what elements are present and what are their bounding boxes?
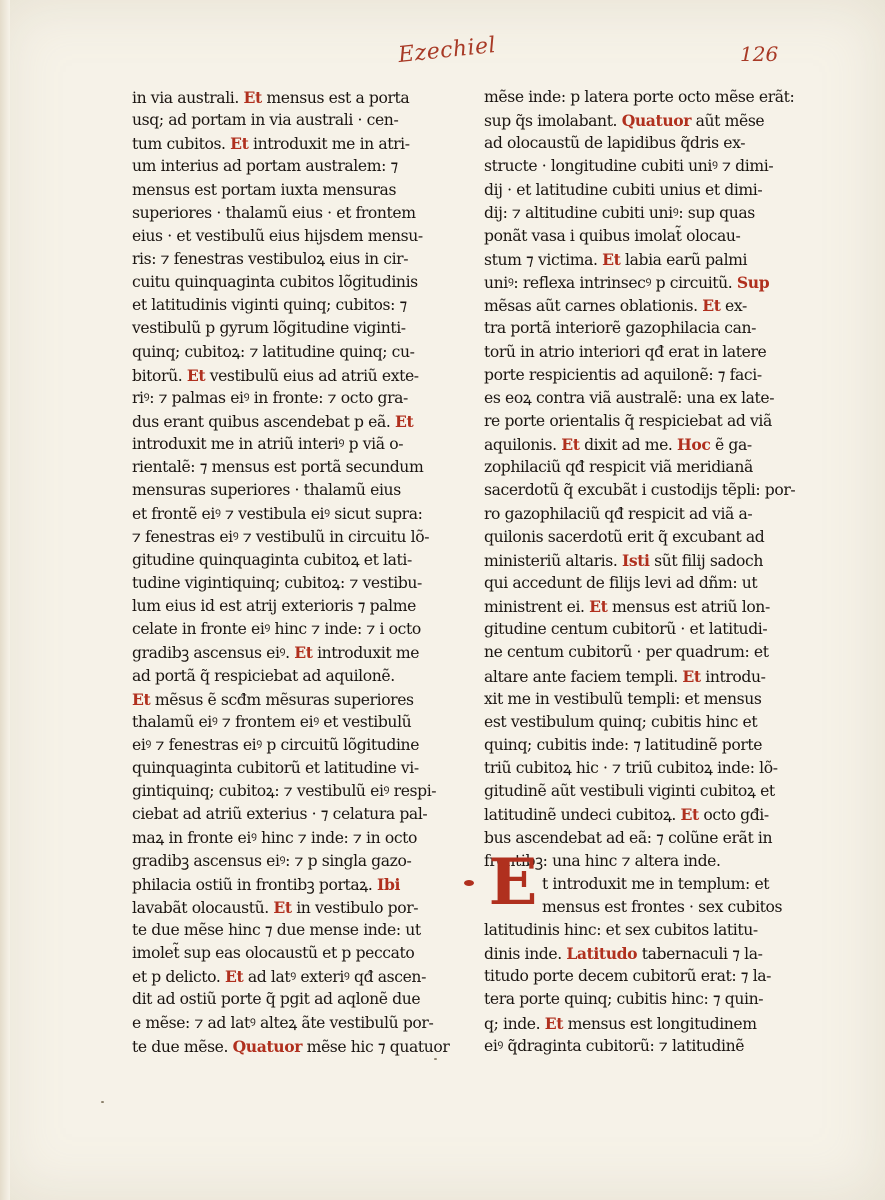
text-line: quinquaginta cubitorũ et latitudine vi- xyxy=(132,759,419,778)
text-line: dinis inde. Latitudo tabernaculi ⁊ la- xyxy=(484,944,763,964)
text-line: altare ante faciem templi. Et introdu- xyxy=(484,666,766,686)
text-line: mensuras superiores · thalamũ eius xyxy=(132,481,401,500)
text-line: et frontẽ eiꝰ ⁊ vestibula eiꝰ sicut supra: xyxy=(132,504,423,523)
text-line: e mẽse: ⁊ ad latꝰ alteꝝ ãte vestibulũ por- xyxy=(132,1013,434,1032)
text-line: ad portã q̃ respiciebat ad aquilonẽ. xyxy=(132,666,395,685)
text-line: gitudinẽ aũt vestibuli viginti cubitoꝝ et xyxy=(484,782,775,801)
text-line: mẽsas aũt carnes oblationis. Et ex- xyxy=(484,296,747,316)
text-line: ris: ⁊ fenestras vestibuloꝝ eius in cir- xyxy=(132,249,409,268)
folio-number: 126 xyxy=(740,42,779,66)
page-edge xyxy=(0,0,10,1200)
text-line: et latitudinis viginti quinq; cubitos: ⁊ xyxy=(132,296,407,315)
left-text-column xyxy=(132,86,450,1058)
text-line: frontibꝫ: una hinc ⁊ altera inde. xyxy=(484,851,721,870)
text-line: dij: ⁊ altitudine cubiti uniꝰ: sup quas xyxy=(484,203,755,222)
text-line: maꝝ in fronte eiꝰ hinc ⁊ inde: ⁊ in octo xyxy=(132,828,418,847)
text-line: bitorũ. Et vestibulũ eius ad atriũ exte- xyxy=(132,365,419,385)
text-line: stum ⁊ victima. Et labia earũ palmi xyxy=(484,249,748,269)
text-line: dit ad ostiũ porte q̃ pgit ad aqlonẽ due xyxy=(132,990,421,1009)
running-head: Ezechiel xyxy=(396,32,498,69)
text-line: ciebat ad atriũ exterius · ⁊ celatura pal- xyxy=(132,805,428,824)
text-line: ne centum cubitorũ · per quadrum: et xyxy=(484,643,769,662)
text-line: torũ in atrio interiori qđ erat in latere xyxy=(484,342,767,361)
text-line: t introduxit me in templum: et xyxy=(542,874,770,893)
text-line: riꝰ: ⁊ palmas eiꝰ in fronte: ⁊ octo gra- xyxy=(132,388,408,407)
text-line: um interius ad portam australem: ⁊ xyxy=(132,157,398,176)
text-line: tera porte quinq; cubitis hinc: ⁊ quin- xyxy=(484,990,764,1009)
text-line: latitudinis hinc: et sex cubitos latitu- xyxy=(484,921,758,940)
text-line: quinq; cubitoꝝ: ⁊ latitudine quinq; cu- xyxy=(132,342,415,361)
text-line: quinq; cubitis inde: ⁊ latitudinẽ porte xyxy=(484,735,763,754)
text-line: est vestibulum quinq; cubitis hinc et xyxy=(484,712,758,731)
text-line: tra portã interiorẽ gazophilacia can- xyxy=(484,319,757,338)
text-line: imolet̃ sup eas olocaustũ et p peccato xyxy=(132,944,415,963)
ink-speck xyxy=(101,1101,104,1103)
text-line: cuitu quinquaginta cubitos lõgitudinis xyxy=(132,273,418,292)
text-line: eiꝰ ⁊ fenestras eiꝰ p circuitũ lõgitudine xyxy=(132,735,420,754)
text-line: aquilonis. Et dixit ad me. Hoc ẽ ga- xyxy=(484,435,752,455)
text-line: sacerdotũ q̃ excubãt i custodijs tẽpli: por- xyxy=(484,481,796,500)
text-line: lum eius id est atrij exterioris ⁊ palme xyxy=(132,597,416,616)
text-line: ro gazophilaciũ qđ respicit ad viã a- xyxy=(484,504,753,523)
text-line: et p delicto. Et ad latꝰ exteriꝰ qđ ascen- xyxy=(132,967,426,987)
text-line: usq; ad portam in via australi · cen- xyxy=(132,111,399,130)
text-line: eius · et vestibulũ eius hijsdem mensu- xyxy=(132,226,423,245)
text-line: ministrent ei. Et mensus est atriũ lon- xyxy=(484,597,770,617)
text-line: gitudine quinquaginta cubitoꝝ et lati- xyxy=(132,550,412,569)
text-line: quilonis sacerdotũ erit q̃ excubant ad xyxy=(484,527,765,546)
text-line: es eoꝝ contra viã australẽ: una ex late- xyxy=(484,388,775,407)
text-line: gradibꝫ ascensus eiꝰ: ⁊ p singla gazo- xyxy=(132,851,412,870)
text-line: tudine vigintiquinq; cubitoꝝ: ⁊ vestibu- xyxy=(132,573,422,592)
text-line: dij · et latitudine cubiti unius et dimi- xyxy=(484,180,763,199)
text-line: introduxit me in atriũ interiꝰ p viã o- xyxy=(132,435,404,454)
text-line: lavabãt olocaustũ. Et in vestibulo por- xyxy=(132,897,419,917)
decorated-initial: E xyxy=(488,845,538,920)
text-line: gintiquinq; cubitoꝝ: ⁊ vestibulũ eiꝰ respi- xyxy=(132,782,437,801)
text-line: dus erant quibus ascendebat p eã. Et xyxy=(132,411,414,431)
text-line: te due mẽse. Quatuor mẽse hic ⁊ quatuor xyxy=(132,1036,450,1056)
text-line: philacia ostiũ in frontibꝫ portaꝝ. Ibi xyxy=(132,874,400,894)
text-line: ⁊ fenestras eiꝰ ⁊ vestibulũ in circuitu lõ- xyxy=(132,527,430,546)
text-line: bus ascendebat ad eã: ⁊ colũne erãt in xyxy=(484,828,773,847)
text-line: rientalẽ: ⁊ mensus est portã secundum xyxy=(132,458,424,477)
text-line: mẽse inde: p latera porte octo mẽse erãt: xyxy=(484,88,795,106)
text-line: sup q̃s imolabant. Quatuor aũt mẽse xyxy=(484,111,765,131)
text-line: tum cubitos. Et introduxit me in atri- xyxy=(132,134,410,154)
text-line: gitudine centum cubitorũ · et latitudi- xyxy=(484,620,768,639)
text-line: vestibulũ p gyrum lõgitudine viginti- xyxy=(132,319,406,338)
text-line: latitudinẽ undeci cubitoꝝ. Et octo gđi- xyxy=(484,805,769,825)
text-line: mensus est portam iuxta mensuras xyxy=(132,180,397,199)
text-line: porte respicientis ad aquilonẽ: ⁊ faci- xyxy=(484,365,762,384)
text-line: titudo porte decem cubitorũ erat: ⁊ la- xyxy=(484,967,772,986)
ink-speck xyxy=(434,1058,437,1060)
text-line: Et mẽsus ẽ scđm mẽsuras superiores xyxy=(132,689,414,709)
text-line: celate in fronte eiꝰ hinc ⁊ inde: ⁊ i octo xyxy=(132,620,421,639)
rubric-mark xyxy=(464,880,474,886)
text-line: ponãt vasa i quibus imolat̃ olocau- xyxy=(484,226,741,245)
text-line: ad olocaustũ de lapidibus q̃dris ex- xyxy=(484,134,746,153)
text-line: in via australi. Et mensus est a porta xyxy=(132,88,410,107)
text-line: triũ cubitoꝝ hic · ⁊ triũ cubitoꝝ inde: lõ- xyxy=(484,759,778,778)
text-line: eiꝰ q̃draginta cubitorũ: ⁊ latitudinẽ xyxy=(484,1036,745,1055)
text-line: re porte orientalis q̃ respiciebat ad viã xyxy=(484,411,772,430)
text-line: ministeriũ altaris. Isti sũt filij sadoch xyxy=(484,550,763,570)
text-line: xit me in vestibulũ templi: et mensus xyxy=(484,689,762,708)
text-line: zophilaciũ qđ respicit viã meridianã xyxy=(484,458,753,477)
text-line: structe · longitudine cubiti uniꝰ ⁊ dimi- xyxy=(484,157,774,176)
text-line: te due mẽse hinc ⁊ due mense inde: ut xyxy=(132,921,421,940)
text-line: mensus est frontes · sex cubitos xyxy=(542,897,783,916)
text-line: qui accedunt de filijs levi ad dñm: ut xyxy=(484,573,758,592)
text-line: uniꝰ: reflexa intrinsecꝰ p circuitũ. Sup xyxy=(484,273,770,293)
text-line: superiores · thalamũ eius · et frontem xyxy=(132,203,416,222)
text-line: q; inde. Et mensus est longitudinem xyxy=(484,1013,757,1033)
text-line: thalamũ eiꝰ ⁊ frontem eiꝰ et vestibulũ xyxy=(132,712,412,731)
text-line: gradibꝫ ascensus eiꝰ. Et introduxit me xyxy=(132,643,420,663)
